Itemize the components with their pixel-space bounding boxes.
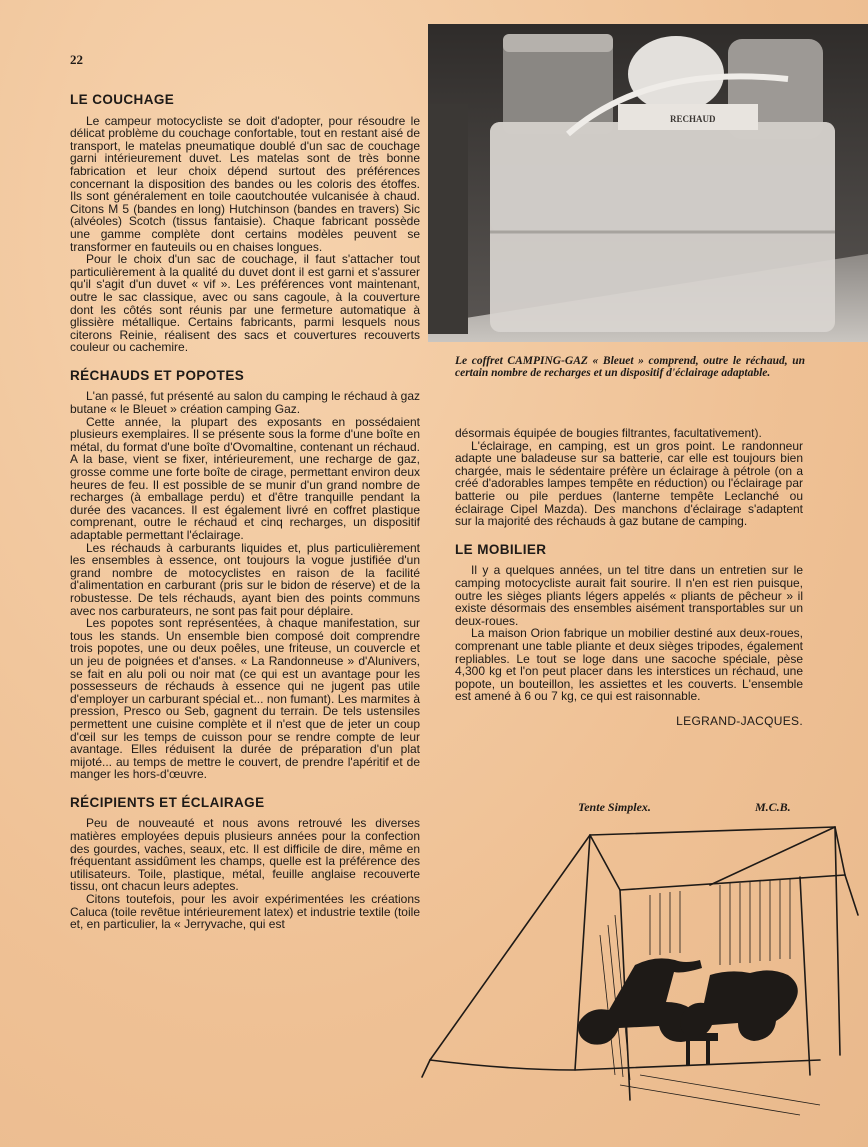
sketch-label-tente: Tente Simplex. — [578, 800, 651, 814]
paragraph: Les réchauds à carburants liquides et, plus particulièrement les ensembles à essence, ont toujours la vogue justifiée d'un grand nombre de motocyclistes en raison de la facilité d'alimentation en carburant (pris sur le bidon de réserve) et de la robustesse. De tels réchauds, ayant bien des points communs avec nos carburateurs, ne sont pas fait pour déplaire. — [70, 540, 420, 618]
paragraph: Il y a quelques années, un tel titre dans un entretien sur le camping motocycliste aurait fait sourire. Il n'en est rien puisque, outre les sièges pliants légers appelés « pliants de pêcheur » il existe désormais des ensembles aisément transportables sur un deux-roues. — [455, 563, 803, 628]
paragraph: désormais équipée de bougies filtrantes, facultativement). — [455, 426, 762, 440]
tent-sketch — [420, 815, 860, 1125]
left-column — [70, 94, 420, 931]
section-title-recipients: RÉCIPIENTS ET ÉCLAIRAGE — [70, 794, 265, 810]
paragraph: Pour le choix d'un sac de couchage, il faut s'attacher tout particulièrement à la qualité du duvet dont il est garni et s'assurer qu'il s'agit d'un duvet « vif ». Les préférences vont maintenant, outre le sac classique, avec ou sans cagoule, à la couverture dont les côtés sont réunis par une fermeture automatique à glissière métallique. Certains fabricants, parmi lesquels nous citerons Reinie, réalisent des sacs et couvertures recouverts couleur ou cachemire. — [70, 252, 420, 355]
page-number: 22 — [70, 52, 83, 67]
photo-caption: Le coffret CAMPING-GAZ « Bleuet » comprend, outre le réchaud, un certain nombre de recharges et un dispositif d'éclairage adaptable. — [455, 355, 805, 379]
paragraph: Le campeur motocycliste se doit d'adopter, pour résoudre le délicat problème du couchage confortable, tout en restant aisé de transport, le matelas pneumatique doublé d'un sac de couchage garni intérieurement duvet. Les matelas sont de très bonne fabrication et leur choix dépend surtout des préférences concernant la disposition des bandes ou les coloris des étoffes. Ils sont généralement en toile caoutchoutée vulcanisée à chaud. Citons M 5 (bandes en long) Hutchinson (bandes en travers) Sic (alvéoles) Scotch (tissus fantaisie). Chaque fabricant possède une gamme complète dont certains modèles peuvent se transformer en fauteuils ou en chaises longues. — [70, 113, 420, 254]
paragraph: La maison Orion fabrique un mobilier destiné aux deux-roues, comprenant une table pliante et deux sièges tripodes, également repliables. Le tout se loge dans une sacoche spéciale, pèse 4,300 kg et l'on peut placer dans les interstices un réchaud, une popote, un bouteillon, les assiettes et les couverts. L'ensemble est amené à 6 ou 7 kg, ce qui est raisonnable. — [455, 626, 803, 704]
photo-box-label: RECHAUD — [670, 114, 716, 124]
sketch-label-mcb: M.C.B. — [755, 800, 791, 814]
paragraph: L'éclairage, en camping, est un gros point. Le randonneur adapte une baladeuse sur sa batterie, car elle est toujours bien chargée, mais le sédentaire préfère un éclairage à pétrole (on a créé d'adorables lampes tempête en réduction) ou l'éclairage par batterie ou pile perdues (lanterne tempête Leclanché ou éclairage Cipel Mazda). Des manchons d'éclairage s'adaptent sur la majorité des réchauds à gaz butane de camping. — [455, 438, 803, 529]
paragraph: Citons toutefois, pour les avoir expérimentées les créations Caluca (toile revêtue intérieurement latex) et industrie textile (toile et, en particulier, la « Jerryvache, qui est — [70, 892, 420, 932]
paragraph: L'an passé, fut présenté au salon du camping le réchaud à gaz butane « le Bleuet » création camping Gaz. — [70, 389, 420, 417]
paragraph: Les popotes sont représentées, à chaque manifestation, sur tous les stands. Un ensemble bien composé doit comprendre trois popotes, une ou deux poêles, une friteuse, un couvercle et un jeu de poignées et d'anses. « La Randonneuse » d'Alunivers, se fait en alu poli ou noir mat (ce qui est un avantage pour les possesseurs de réchauds à essence qui ne jugent pas utile d'employer un carburant spécial et... non fumant). Les marmites à pression, Presco ou Seb, gagnent du terrain. De tels ustensiles permettent une cuisine complète et il n'est que de jeter un coup d'œil sur les temps de cuisson pour se rendre compte de leur avantage. Elles réduisent la durée de préparation d'un plat mijoté... au temps de mettre le couvert, de prendre l'apéritif et de manger les hors-d'œuvre. — [70, 616, 420, 782]
paragraph: Peu de nouveauté et nous avons retrouvé les diverses matières employées depuis plusieurs années pour la confection des gourdes, vaches, seaux, etc. Il est difficile de dire, même en fréquentant assidûment les champs, quelle est la préférence des utilisateurs. Toile, plastique, métal, feuille anglaise recouverte tissu, ont chacun leurs adeptes. — [70, 816, 420, 894]
section-title-rechauds: RÉCHAUDS ET POPOTES — [70, 367, 245, 383]
section-title-couchage: LE COUCHAGE — [70, 92, 175, 107]
photo-illustration — [428, 24, 868, 342]
right-column — [455, 427, 803, 727]
author-signature: LEGRAND-JACQUES. — [676, 713, 803, 728]
camping-gaz-photo — [428, 24, 868, 342]
section-title-mobilier: LE MOBILIER — [455, 541, 547, 557]
paragraph: Cette année, la plupart des exposants en possédaient plusieurs exemplaires. Il se présente sous la forme d'une boîte en métal, du format d'une boîte d'Ovomaltine, contenant un réchaud. A la base, vient se fixer, intérieurement, une recharge de gaz, grosse comme une forte boîte de cirage, permettant environ deux heures de feu. Il est possible de se munir d'un grand nombre de recharges (à emballage perdu) et d'être tranquille pendant la durée des vacances. Il est également livré en coffret plastique comprenant, outre le réchaud et cinq recharges, un dispositif adaptable permettant l'éclairage. — [70, 414, 420, 542]
